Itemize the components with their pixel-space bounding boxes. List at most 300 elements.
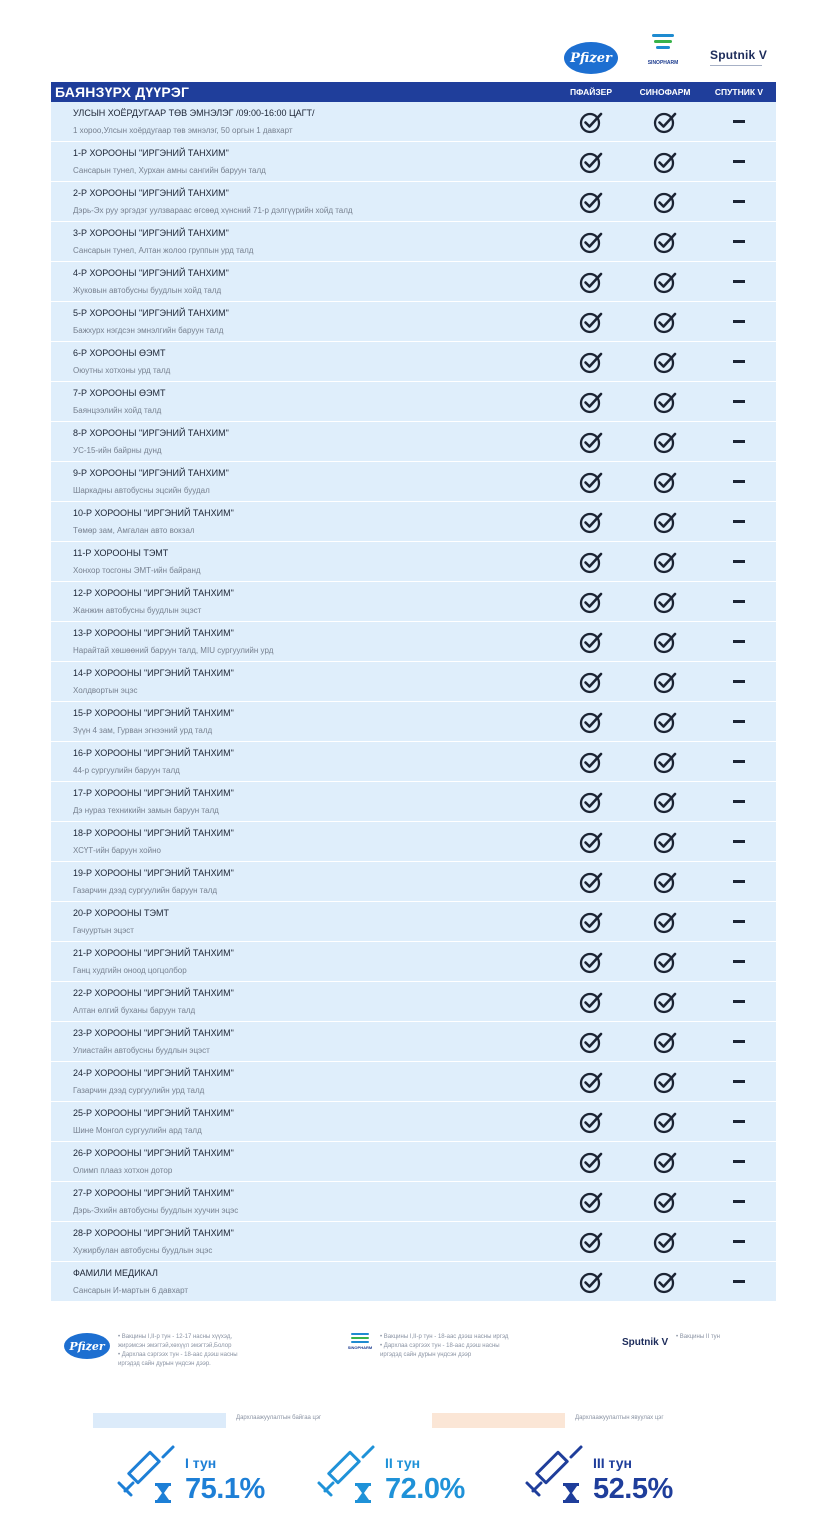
legend-sinopharm-text [380,1333,508,1360]
table-row [51,982,776,1022]
check-circle-icon [653,310,677,334]
site-name: 10-Р ХОРООНЫ "ИРГЭНИЙ ТАНХИМ" [73,508,234,518]
site-name: 1-Р ХОРООНЫ "ИРГЭНИЙ ТАНХИМ" [73,148,229,158]
sputnik-availability-cell [702,822,776,861]
pfizer-availability-cell [554,622,628,661]
site-address: Олимп плааз хотхон дотор [73,1166,173,1175]
table-row [51,182,776,222]
site-address: Газарчин дээд сургуулийн баруун талд [73,886,218,895]
check-circle-icon [579,590,603,614]
dash-icon [733,120,745,123]
sinopharm-availability-cell [628,302,702,341]
check-circle-icon [653,510,677,534]
sputnik-availability-cell [702,382,776,421]
check-circle-icon [653,590,677,614]
check-circle-icon [653,630,677,654]
table-row [51,782,776,822]
dash-icon [733,280,745,283]
sputnik-availability-cell [702,462,776,501]
sputnik-availability-cell [702,982,776,1021]
site-address: Сансарын тунел, Хурхан амны сангийн баруун талд [73,166,266,175]
table-row [51,422,776,462]
pfizer-availability-cell [554,222,628,261]
site-cell [51,422,554,461]
table-header [51,82,776,102]
site-name: 18-Р ХОРООНЫ "ИРГЭНИЙ ТАНХИМ" [73,828,234,838]
dash-icon [733,240,745,243]
check-circle-icon [653,350,677,374]
site-cell [51,742,554,781]
legend-sinopharm-caption: SINOPHARM [347,1345,373,1350]
legend-pfizer-line: • Дархлаа сэргээх тун - 18-аас дээш насны [118,1352,238,1358]
site-address: Шине Монгол сургуулийн ард талд [73,1126,202,1135]
check-circle-icon [579,1150,603,1174]
pfizer-availability-cell [554,342,628,381]
check-circle-icon [653,150,677,174]
site-cell [51,1182,554,1221]
site-name: 6-Р ХОРООНЫ ӨЭМТ [73,348,166,358]
check-circle-icon [579,510,603,534]
site-name: 8-Р ХОРООНЫ "ИРГЭНИЙ ТАНХИМ" [73,428,229,438]
site-address: Улиастайн автобусны буудлын эцэст [73,1046,210,1055]
dose-stat-1 [115,1443,275,1513]
site-name: 12-Р ХОРООНЫ "ИРГЭНИЙ ТАНХИМ" [73,588,234,598]
site-address: Хужирбулан автобусны буудлын эцэс [73,1246,213,1255]
sputnik-availability-cell [702,862,776,901]
pfizer-availability-cell [554,182,628,221]
sputnik-availability-cell [702,902,776,941]
site-address: Баянцээлийн хойд талд [73,406,162,415]
table-row [51,262,776,302]
dash-icon [733,320,745,323]
site-cell [51,302,554,341]
site-name: 14-Р ХОРООНЫ "ИРГЭНИЙ ТАНХИМ" [73,668,234,678]
site-address: Зүүн 4 зам, Гурван эгнээний урд талд [73,726,213,735]
dash-icon [733,720,745,723]
site-address: Газарчин дээд сургуулийн урд талд [73,1086,205,1095]
site-address: Жанжин автобусны буудлын эцэст [73,606,202,615]
sinopharm-availability-cell [628,1262,702,1301]
check-circle-icon [579,270,603,294]
pfizer-availability-cell [554,822,628,861]
site-address: Бажхурх нэгдсэн эмнэлгийн баруун талд [73,326,224,335]
sinopharm-caption: SINOPHARM [647,60,679,66]
site-cell [51,662,554,701]
sinopharm-availability-cell [628,582,702,621]
legend-pfizer-line: иргэдэд сайн дурын үндсэн дээр. [118,1361,211,1367]
dash-icon [733,800,745,803]
pfizer-availability-cell [554,102,628,141]
sputnik-availability-cell [702,302,776,341]
pfizer-availability-cell [554,862,628,901]
pfizer-availability-cell [554,462,628,501]
site-cell [51,942,554,981]
table-row [51,1222,776,1262]
dash-icon [733,640,745,643]
table-row [51,342,776,382]
site-cell [51,182,554,221]
check-circle-icon [579,150,603,174]
check-circle-icon [579,110,603,134]
check-circle-icon [579,750,603,774]
check-circle-icon [653,870,677,894]
table-row [51,902,776,942]
sinopharm-availability-cell [628,662,702,701]
site-name: 24-Р ХОРООНЫ "ИРГЭНИЙ ТАНХИМ" [73,1068,234,1078]
sinopharm-availability-cell [628,822,702,861]
syringe-hourglass-icon [115,1443,185,1511]
pfizer-availability-cell [554,382,628,421]
dash-icon [733,1200,745,1203]
dash-icon [733,440,745,443]
sinopharm-availability-cell [628,1102,702,1141]
site-name: 5-Р ХОРООНЫ "ИРГЭНИЙ ТАНХИМ" [73,308,229,318]
pfizer-logo: Pfizer [564,42,618,74]
table-row [51,502,776,542]
sputnik-availability-cell [702,222,776,261]
dose-stat-1-percent: 75.1% [185,1473,265,1505]
sinopharm-availability-cell [628,942,702,981]
legend-swatch-orange-label: Дархлаажуулалтын явуулах цэг [575,1415,664,1421]
pfizer-availability-cell [554,982,628,1021]
dash-icon [733,560,745,563]
check-circle-icon [579,670,603,694]
site-address: Төмөр зам, Амгалан авто вокзал [73,526,195,535]
check-circle-icon [579,190,603,214]
sinopharm-availability-cell [628,1022,702,1061]
site-name: 21-Р ХОРООНЫ "ИРГЭНИЙ ТАНХИМ" [73,948,234,958]
dash-icon [733,160,745,163]
sputnik-availability-cell [702,262,776,301]
legend-sputnik-text [676,1333,720,1342]
sputnik-availability-cell [702,102,776,141]
vaccination-sites-table [51,82,776,1302]
table-row [51,102,776,142]
site-cell [51,542,554,581]
sinopharm-availability-cell [628,382,702,421]
check-circle-icon [579,1030,603,1054]
check-circle-icon [579,630,603,654]
table-row [51,702,776,742]
site-cell [51,702,554,741]
site-name: 23-Р ХОРООНЫ "ИРГЭНИЙ ТАНХИМ" [73,1028,234,1038]
sinopharm-availability-cell [628,502,702,541]
sinopharm-availability-cell [628,1222,702,1261]
site-cell [51,382,554,421]
site-address: Дэ нураз техникийн замын баруун талд [73,806,219,815]
table-row [51,222,776,262]
table-row [51,862,776,902]
pfizer-availability-cell [554,1102,628,1141]
sinopharm-availability-cell [628,622,702,661]
site-cell [51,462,554,501]
sputnik-availability-cell [702,1102,776,1141]
pfizer-availability-cell [554,662,628,701]
district-title: БАЯНЗҮРХ ДҮҮРЭГ [55,84,190,100]
legend-sinopharm-line: • Вакцины I,II-р тун - 18-аас дээш насны иргэд [380,1334,509,1340]
pfizer-availability-cell [554,422,628,461]
sputnik-availability-cell [702,942,776,981]
sinopharm-availability-cell [628,742,702,781]
site-cell [51,502,554,541]
sinopharm-availability-cell [628,262,702,301]
site-name: 7-Р ХОРООНЫ ӨЭМТ [73,388,166,398]
site-cell [51,982,554,1021]
sinopharm-availability-cell [628,422,702,461]
dash-icon [733,680,745,683]
pfizer-availability-cell [554,502,628,541]
pfizer-availability-cell [554,902,628,941]
sputnik-availability-cell [702,782,776,821]
site-cell [51,1062,554,1101]
dose-stat-2-percent: 72.0% [385,1473,465,1505]
check-circle-icon [653,1190,677,1214]
check-circle-icon [653,230,677,254]
site-cell [51,902,554,941]
sinopharm-availability-cell [628,222,702,261]
legend-pfizer-text [118,1333,238,1369]
site-address: 1 хороо,Улсын хоёрдугаар төв эмнэлэг, 50 оргын 1 давхарт [73,126,293,135]
pfizer-availability-cell [554,262,628,301]
sputnik-availability-cell [702,542,776,581]
check-circle-icon [579,350,603,374]
check-circle-icon [653,390,677,414]
sinopharm-mark-icon [652,34,674,54]
dash-icon [733,840,745,843]
site-cell [51,822,554,861]
check-circle-icon [653,1230,677,1254]
sputnik-availability-cell [702,142,776,181]
table-row [51,942,776,982]
sputnik-availability-cell [702,702,776,741]
pfizer-availability-cell [554,1222,628,1261]
site-name: 4-Р ХОРООНЫ "ИРГЭНИЙ ТАНХИМ" [73,268,229,278]
sputnik-availability-cell [702,1182,776,1221]
check-circle-icon [579,1230,603,1254]
dash-icon [733,920,745,923]
check-circle-icon [653,790,677,814]
dash-icon [733,1000,745,1003]
sinopharm-availability-cell [628,902,702,941]
site-cell [51,1102,554,1141]
sputnik-availability-cell [702,662,776,701]
site-cell [51,862,554,901]
table-body [51,102,776,1302]
site-address: Оюутны хотхоны урд талд [73,366,171,375]
dash-icon [733,1040,745,1043]
pfizer-availability-cell [554,1182,628,1221]
site-address: Холдвортын эцэс [73,686,138,695]
sinopharm-availability-cell [628,862,702,901]
dash-icon [733,1280,745,1283]
sinopharm-availability-cell [628,702,702,741]
dash-icon [733,880,745,883]
dash-icon [733,520,745,523]
sputnik-availability-cell [702,582,776,621]
site-cell [51,342,554,381]
legend-swatch-blue [93,1413,226,1428]
dose-stat-3 [523,1443,688,1513]
site-name: 20-Р ХОРООНЫ ТЭМТ [73,908,169,918]
sinopharm-availability-cell [628,782,702,821]
check-circle-icon [579,1270,603,1294]
sinopharm-availability-cell [628,462,702,501]
legend-sinopharm-logo [347,1333,373,1363]
site-name: 19-Р ХОРООНЫ "ИРГЭНИЙ ТАНХИМ" [73,868,234,878]
legend-swatch-orange [432,1413,565,1428]
table-row [51,1102,776,1142]
pfizer-availability-cell [554,702,628,741]
pfizer-availability-cell [554,582,628,621]
check-circle-icon [579,910,603,934]
dash-icon [733,200,745,203]
sinopharm-availability-cell [628,1062,702,1101]
sinopharm-availability-cell [628,142,702,181]
pfizer-availability-cell [554,1142,628,1181]
site-address: Ганц худгийн оноод цогцолбор [73,966,187,975]
check-circle-icon [653,950,677,974]
syringe-hourglass-icon [315,1443,385,1511]
site-cell [51,1142,554,1181]
dash-icon [733,360,745,363]
site-address: 44-р сургуулийн баруун талд [73,766,180,775]
column-header-sinopharm: СИНОФАРМ [639,87,691,97]
vaccine-logos [560,30,778,78]
site-address: Шаркадны автобусны эцсийн буудал [73,486,210,495]
dose-stat-3-label: III тун [593,1455,633,1471]
site-name: УЛСЫН ХОЁРДУГААР ТӨВ ЭМНЭЛЭГ /09:00-16:00 ЦАГТ/ [73,108,315,118]
site-address: Хонхор тосгоны ЭМТ-ийн байранд [73,566,201,575]
column-header-pfizer: ПФАЙЗЕР [569,87,613,97]
check-circle-icon [653,750,677,774]
check-circle-icon [579,470,603,494]
sputnik-availability-cell [702,1022,776,1061]
check-circle-icon [653,1150,677,1174]
check-circle-icon [653,430,677,454]
table-row [51,142,776,182]
check-circle-icon [653,990,677,1014]
sputnik-availability-cell [702,1262,776,1301]
check-circle-icon [579,230,603,254]
site-name: 2-Р ХОРООНЫ "ИРГЭНИЙ ТАНХИМ" [73,188,229,198]
table-row [51,822,776,862]
check-circle-icon [653,710,677,734]
pfizer-availability-cell [554,142,628,181]
pfizer-availability-cell [554,742,628,781]
site-name: 11-Р ХОРООНЫ ТЭМТ [73,548,169,558]
check-circle-icon [653,830,677,854]
dash-icon [733,760,745,763]
site-address: Жуковын автобусны буудлын хойд талд [73,286,222,295]
check-circle-icon [653,910,677,934]
site-address: Сансарын тунел, Алтан жолоо группын урд талд [73,246,254,255]
check-circle-icon [579,550,603,574]
check-circle-icon [579,950,603,974]
table-row [51,1182,776,1222]
sputnik-availability-cell [702,502,776,541]
site-name: 17-Р ХОРООНЫ "ИРГЭНИЙ ТАНХИМ" [73,788,234,798]
sputnik-availability-cell [702,1062,776,1101]
legend-pfizer-line: жирэмсэн эмэгтэй,хөхүүл эмэгтэй,Болор [118,1343,232,1349]
site-cell [51,222,554,261]
site-address: Нарайтай хөшөөний баруун талд, MIU сургуулийн урд [73,646,274,655]
sinopharm-availability-cell [628,982,702,1021]
site-name: 13-Р ХОРООНЫ "ИРГЭНИЙ ТАНХИМ" [73,628,234,638]
site-cell [51,582,554,621]
table-row [51,1022,776,1062]
pfizer-availability-cell [554,782,628,821]
site-address: ХСҮТ-ийн баруун хойно [73,846,161,855]
site-name: ФАМИЛИ МЕДИКАЛ [73,1268,158,1278]
check-circle-icon [579,710,603,734]
table-row [51,662,776,702]
check-circle-icon [653,110,677,134]
sinopharm-availability-cell [628,182,702,221]
syringe-hourglass-icon [523,1443,593,1511]
dash-icon [733,400,745,403]
check-circle-icon [579,990,603,1014]
sputnik-availability-cell [702,622,776,661]
site-name: 25-Р ХОРООНЫ "ИРГЭНИЙ ТАНХИМ" [73,1108,234,1118]
check-circle-icon [579,1110,603,1134]
site-cell [51,782,554,821]
sinopharm-availability-cell [628,1142,702,1181]
site-name: 28-Р ХОРООНЫ "ИРГЭНИЙ ТАНХИМ" [73,1228,234,1238]
dash-icon [733,1240,745,1243]
legend-sinopharm-line: • Дархлаа сэргээх тун - 18-аас дээш насны [380,1343,500,1349]
check-circle-icon [579,310,603,334]
sputnik-availability-cell [702,1222,776,1261]
check-circle-icon [579,430,603,454]
legend-pfizer-line: • Вакцины I,II-р тун - 12-17 насны хүүхэд, [118,1334,232,1340]
site-name: 22-Р ХОРООНЫ "ИРГЭНИЙ ТАНХИМ" [73,988,234,998]
site-address: УС-15-ийн байрны дунд [73,446,162,455]
site-name: 9-Р ХОРООНЫ "ИРГЭНИЙ ТАНХИМ" [73,468,229,478]
site-cell [51,622,554,661]
table-row [51,742,776,782]
table-row [51,1262,776,1302]
sinopharm-availability-cell [628,542,702,581]
table-row [51,542,776,582]
pfizer-availability-cell [554,942,628,981]
site-name: 16-Р ХОРООНЫ "ИРГЭНИЙ ТАНХИМ" [73,748,234,758]
sputnik-availability-cell [702,342,776,381]
site-cell [51,1262,554,1301]
sputnik-logo-text: Sputnik V [710,48,768,62]
check-circle-icon [579,1070,603,1094]
check-circle-icon [653,190,677,214]
dash-icon [733,480,745,483]
check-circle-icon [579,870,603,894]
dash-icon [733,600,745,603]
dash-icon [733,1160,745,1163]
dose-stat-3-percent: 52.5% [593,1473,673,1505]
check-circle-icon [579,1190,603,1214]
table-row [51,382,776,422]
site-cell [51,142,554,181]
sputnik-availability-cell [702,1142,776,1181]
site-address: Дэрь-Эх руу эргэдэг уулзвараас өгсөөд хүнсний 71-р дэлгүүрийн хойд талд [73,206,353,215]
dose-stat-2 [315,1443,480,1513]
check-circle-icon [653,1270,677,1294]
legend-sputnik-line: • Вакцины II тун [676,1334,720,1340]
site-address: Сансарын И-мартын 6 давхарт [73,1286,189,1295]
pfizer-availability-cell [554,1062,628,1101]
site-cell [51,1222,554,1261]
dash-icon [733,1080,745,1083]
dash-icon [733,1120,745,1123]
dose-stat-1-label: I тун [185,1455,217,1471]
